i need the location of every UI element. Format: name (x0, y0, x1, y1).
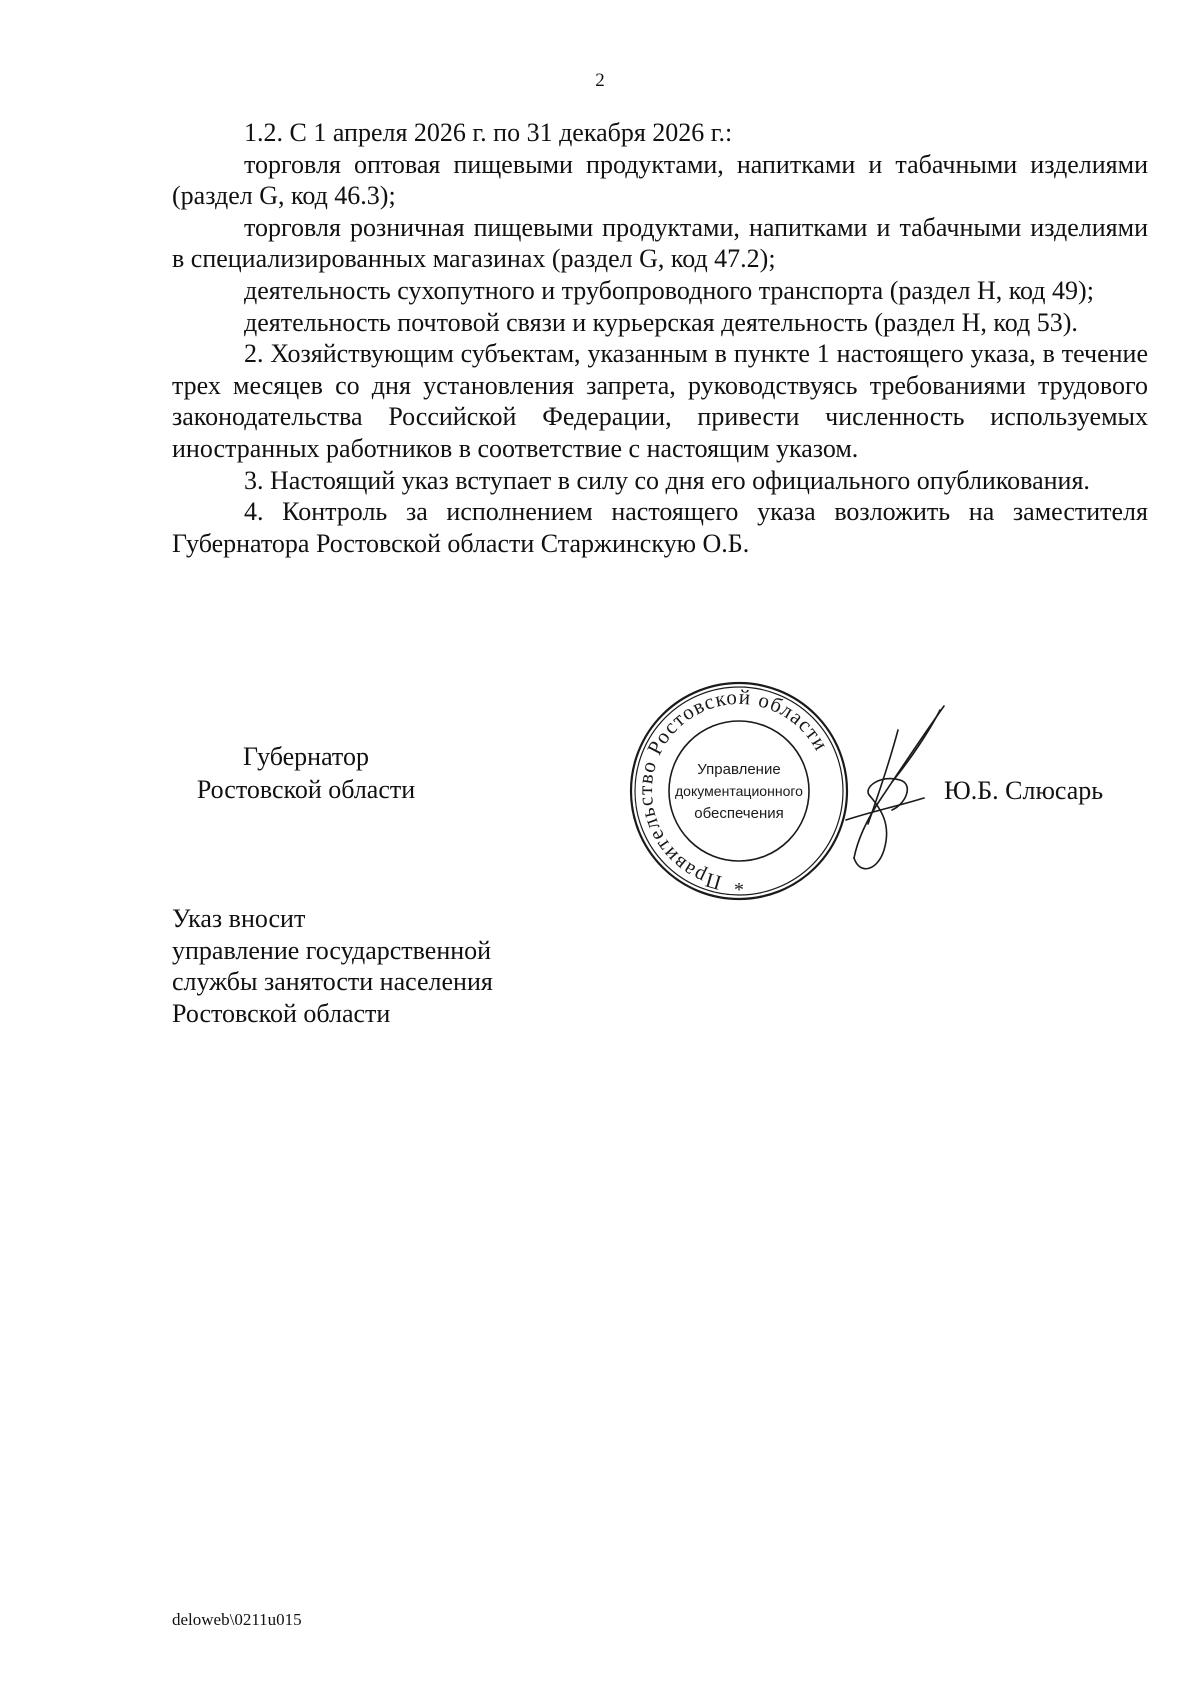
signer-title-line1: Губернатор (243, 742, 369, 771)
paragraph-3-entry-into-force: 3. Настоящий указ вступает в силу со дня его официального опубликования. (244, 465, 1090, 495)
seal-inner-line2: документационного (675, 783, 804, 799)
signature-block (0, 680, 1200, 920)
originator-line1: Указ вносит (172, 904, 306, 933)
seal-inner-line1: Управление (697, 761, 781, 778)
paragraph-1-2-heading: 1.2. С 1 апреля 2026 г. по 31 декабря 2026 г.: (244, 118, 733, 147)
paragraph-postal-courier: деятельность почтовой связи и курьерская деятельность (раздел Н, код 53). (244, 307, 1078, 337)
originator-line3: службы занятости населения (172, 967, 493, 997)
seal-star: * (734, 879, 744, 901)
paragraph-land-transport: деятельность сухопутного и трубопроводного транспорта (раздел Н, код 49); (244, 275, 1094, 305)
seal-inner-line3: обеспечения (694, 805, 784, 822)
originator-block (172, 903, 493, 1029)
paragraph-2-employers: 2. Хозяйствующим субъектам, указанным в пункте 1 настоящего указа, в течение трех месяцев со дня установления запрета, руководствуясь требованиями трудового законодательства Российской Федерации, привести численность используемых иностранных работников в соответствие с настоящим указом. (172, 339, 1148, 463)
document-code: deloweb\0211u015 (172, 1610, 302, 1629)
seal-outer-text: Правительство Ростовской области (632, 684, 834, 896)
originator-line2: управление государственной (172, 935, 492, 965)
page-number: 2 (595, 70, 605, 91)
decree-body (172, 117, 1148, 559)
handwritten-signature (840, 700, 960, 880)
signer-title (176, 740, 436, 806)
paragraph-retail-trade: торговля розничная пищевыми продуктами, напитками и табачными изделиями в специализированных магазинах (раздел G, код 47.2); (172, 212, 1148, 274)
official-seal (628, 680, 850, 902)
paragraph-wholesale-trade: торговля оптовая пищевыми продуктами, напитками и табачными изделиями (раздел G, код 46.3); (172, 149, 1148, 211)
signer-title-line2: Ростовской области (196, 775, 416, 804)
paragraph-4-control: 4. Контроль за исполнением настоящего указа возложить на заместителя Губернатора Ростовской области Старжинскую О.Б. (172, 497, 1148, 558)
signer-name: Ю.Б. Слюсарь (944, 776, 1104, 805)
originator-line4: Ростовской области (172, 998, 391, 1028)
